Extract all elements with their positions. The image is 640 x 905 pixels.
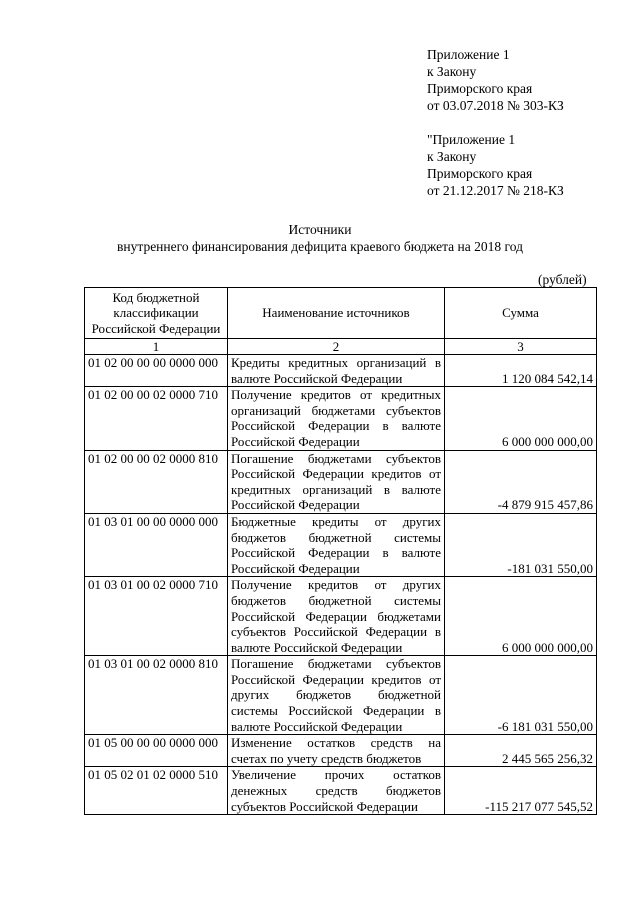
- column-number: 3: [445, 339, 597, 355]
- header-code-line: классификации: [113, 305, 199, 321]
- column-number-row: [85, 339, 597, 355]
- code-cell: 01 02 00 00 00 0000 000: [85, 355, 228, 387]
- annex-line: Приложение 1: [427, 47, 510, 62]
- name-cell: Бюджетные кредиты от других бюджетов бюджетной системы Российской Федерации в валюте Российской Федерации: [228, 513, 445, 576]
- sum-cell: 6 000 000 000,00: [445, 387, 597, 450]
- header-name: Наименование источников: [228, 288, 445, 339]
- sum-cell: 2 445 565 256,32: [445, 735, 597, 767]
- table-row: [85, 577, 597, 656]
- table-row: [85, 355, 597, 387]
- name-cell: Увеличение прочих остатков денежных средств бюджетов субъектов Российской Федерации: [228, 767, 445, 815]
- sum-cell: -6 181 031 550,00: [445, 656, 597, 735]
- title-line-2: внутреннего финансирования дефицита краевого бюджета на 2018 год: [117, 239, 523, 254]
- sum-cell: -115 217 077 545,52: [445, 767, 597, 815]
- title-line-1: Источники: [288, 222, 352, 237]
- annex-line: от 03.07.2018 № 303-КЗ: [427, 98, 564, 113]
- name-cell: Получение кредитов от других бюджетов бюджетной системы Российской Федерации бюджетами субъектов Российской Федерации в валюте Российской Федерации: [228, 577, 445, 656]
- currency-note: (рублей): [538, 272, 587, 287]
- table-row: [85, 767, 597, 815]
- sum-cell: 6 000 000 000,00: [445, 577, 597, 656]
- table-row: [85, 513, 597, 576]
- name-cell: Погашение бюджетами субъектов Российской Федерации кредитов от других бюджетов бюджетной системы Российской Федерации в валюте Российской Федерации: [228, 656, 445, 735]
- name-cell: Кредиты кредитных организаций в валюте Российской Федерации: [228, 355, 445, 387]
- name-cell: Изменение остатков средств на счетах по учету средств бюджетов: [228, 735, 445, 767]
- code-cell: 01 03 01 00 02 0000 710: [85, 577, 228, 656]
- sum-cell: 1 120 084 542,14: [445, 355, 597, 387]
- table-row: [85, 656, 597, 735]
- sum-cell: -181 031 550,00: [445, 513, 597, 576]
- table-header-row: [85, 288, 597, 339]
- document-title: [0, 221, 640, 255]
- header-code-line: Код бюджетной: [112, 289, 200, 305]
- code-cell: 01 03 01 00 02 0000 810: [85, 656, 228, 735]
- financing-sources-table: [84, 287, 597, 815]
- table-row: [85, 450, 597, 513]
- column-number: 2: [228, 339, 445, 355]
- annex-line: "Приложение 1: [427, 132, 516, 147]
- annex-line: от 21.12.2017 № 218-КЗ: [427, 183, 564, 198]
- annex-line: к Закону: [427, 64, 477, 79]
- table-row: [85, 387, 597, 450]
- name-cell: Погашение бюджетами субъектов Российской Федерации кредитов от кредитных организаций в валюте Российской Федерации: [228, 450, 445, 513]
- annex-line: к Закону: [427, 149, 477, 164]
- code-cell: 01 05 00 00 00 0000 000: [85, 735, 228, 767]
- code-cell: 01 03 01 00 00 0000 000: [85, 513, 228, 576]
- code-cell: 01 05 02 01 02 0000 510: [85, 767, 228, 815]
- code-cell: 01 02 00 00 02 0000 710: [85, 387, 228, 450]
- name-cell: Получение кредитов от кредитных организаций бюджетами субъектов Российской Федерации в валюте Российской Федерации: [228, 387, 445, 450]
- annex-line: Приморского края: [427, 81, 533, 96]
- annex-line: Приморского края: [427, 166, 533, 181]
- header-sum: Сумма: [445, 288, 597, 339]
- annex-header-previous: [427, 131, 564, 199]
- annex-header-current: [427, 46, 564, 114]
- sum-cell: -4 879 915 457,86: [445, 450, 597, 513]
- column-number: 1: [85, 339, 228, 355]
- code-cell: 01 02 00 00 02 0000 810: [85, 450, 228, 513]
- header-code: [85, 288, 228, 339]
- header-code-line: Российской Федерации: [91, 320, 221, 336]
- table-row: [85, 735, 597, 767]
